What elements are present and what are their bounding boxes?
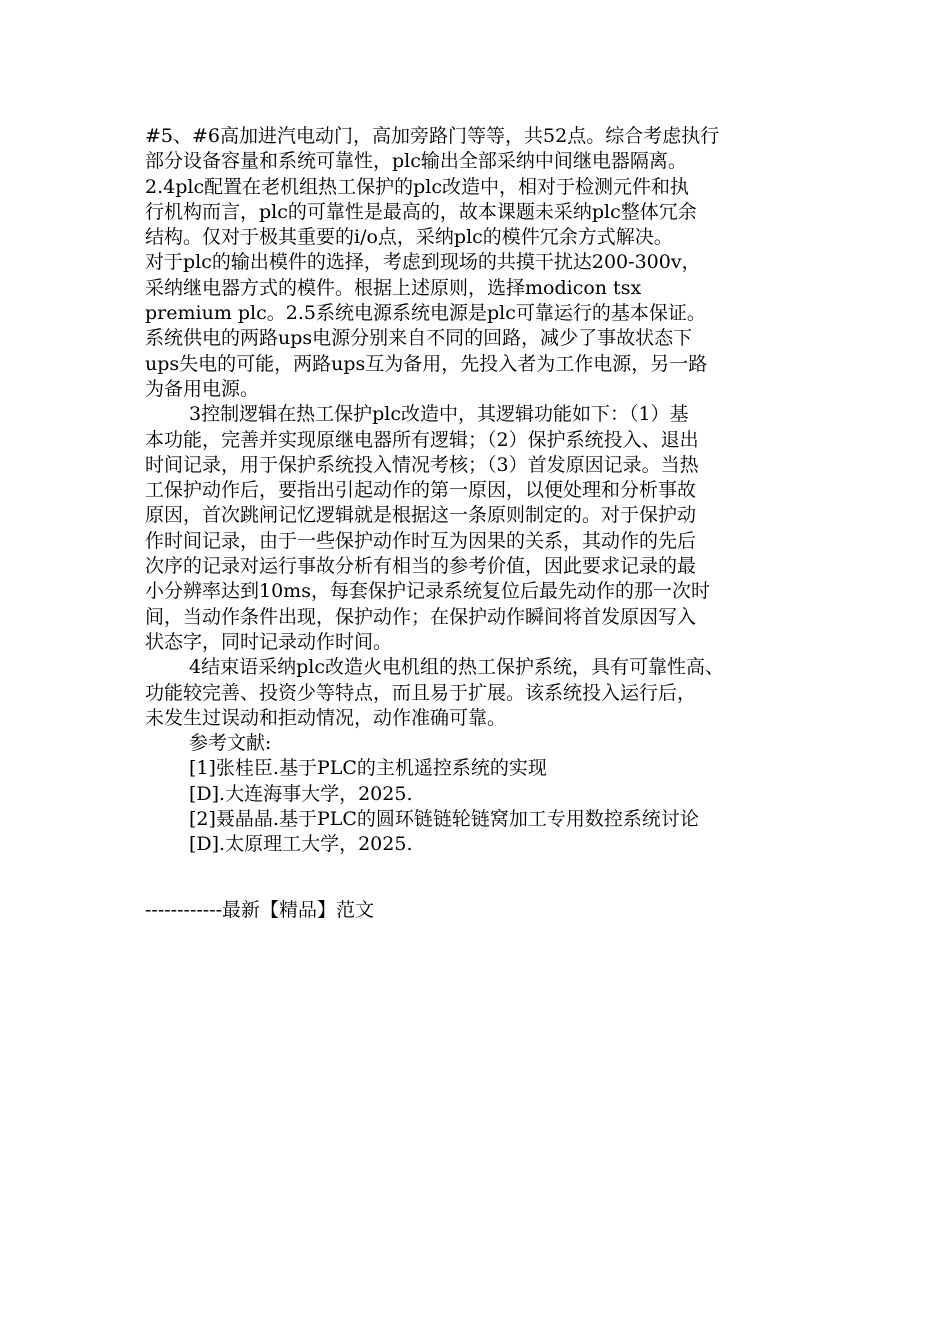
text-line: ups失电的可能，两路ups互为备用，先投入者为工作电源，另一路 — [145, 352, 708, 375]
text-line: 系统供电的两路ups电源分别来自不同的回路，减少了事故状态下 — [145, 327, 693, 350]
text-line: 功能较完善、投资少等特点，而且易于扩展。该系统投入运行后， — [145, 681, 697, 704]
text-line: 状态字，同时记录动作时间。 — [145, 630, 393, 653]
text-line: 本功能，完善并实现原继电器所有逻辑；（2）保护系统投入、退出 — [145, 428, 699, 451]
text-line: 对于plc的输出模件的选择，考虑到现场的共摸干扰达200-300v， — [145, 251, 701, 274]
text-line: 工保护动作后，要指出引起动作的第一原因，以便处理和分析事故 — [145, 479, 697, 502]
document-footer: ------------最新【精品】范文 — [145, 899, 375, 921]
text-line: [D].大连海事大学，2025. — [189, 782, 413, 805]
text-line: 2.4plc配置在老机组热工保护的plc改造中，相对于检测元件和执 — [145, 175, 689, 198]
text-line: 时间记录，用于保护系统投入情况考核；（3）首发原因记录。当热 — [145, 453, 699, 476]
text-line: 为备用电源。 — [145, 377, 260, 400]
text-line: 原因，首次跳闸记忆逻辑就是根据这一条原则制定的。对于保护动 — [145, 504, 697, 527]
text-line: 间，当动作条件出现，保护动作；在保护动作瞬间将首发原因写入 — [145, 605, 697, 628]
text-line: 行机构而言，plc的可靠性是最高的，故本课题未采纳plc整体冗余 — [145, 200, 697, 223]
text-line: 采纳继电器方式的模件。根据上述原则，选择modicon tsx — [145, 276, 642, 299]
text-line: [2]聂晶晶.基于PLC的圆环链链轮链窝加工专用数控系统讨论 — [189, 808, 699, 831]
document-body — [145, 124, 825, 858]
text-line: 4结束语采纳plc改造火电机组的热工保护系统，具有可靠性高、 — [189, 656, 724, 679]
text-line: [D].太原理工大学，2025. — [189, 833, 413, 856]
text-line: 部分设备容量和系统可靠性，plc输出全部采纳中间继电器隔离。 — [145, 150, 687, 173]
text-line: [1]张桂臣.基于PLC的主机遥控系统的实现 — [189, 757, 547, 780]
text-line: 作时间记录，由于一些保护动作时互为因果的关系，其动作的先后 — [145, 529, 697, 552]
text-line: 次序的记录对运行事故分析有相当的参考价值，因此要求记录的最 — [145, 555, 697, 578]
text-line: #5、#6高加进汽电动门，高加旁路门等等，共52点。综合考虑执行 — [145, 125, 720, 147]
text-line: premium plc。2.5系统电源系统电源是plc可靠运行的基本保证。 — [145, 302, 706, 325]
text-line: 小分辨率达到10ms，每套保护记录系统复位后最先动作的那一次时 — [145, 580, 710, 603]
text-line: 参考文献: — [189, 732, 272, 755]
text-line: 未发生过误动和拒动情况，动作准确可靠。 — [145, 706, 507, 729]
text-line: 结构。仅对于极其重要的i/o点，采纳plc的模件冗余方式解决。 — [145, 226, 673, 249]
text-line: 3控制逻辑在热工保护plc改造中，其逻辑功能如下：（1）基 — [189, 403, 689, 426]
